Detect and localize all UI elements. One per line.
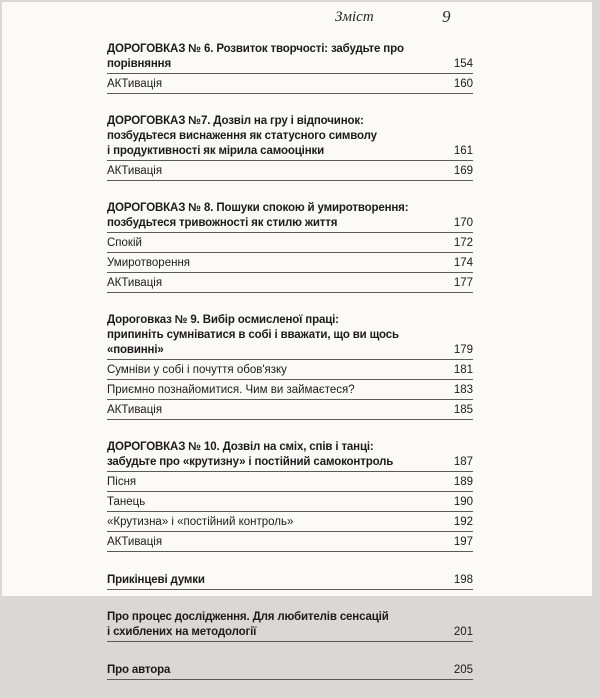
toc-entry-title-line: ДОРОГОВКАЗ № 6. Розвиток творчості: забудьте про порівняння <box>107 43 404 70</box>
toc-entry-title <box>107 363 439 378</box>
toc-chapter-entry <box>107 660 473 679</box>
toc-entry-title-line: забудьте про «крутизну» і постійний самоконтроль <box>107 456 394 468</box>
running-head-title: Зміст <box>335 9 374 25</box>
toc-subentry <box>107 252 473 272</box>
toc-entry-title <box>107 515 439 530</box>
toc-subentry <box>107 73 473 93</box>
toc-page-number: 169 <box>453 165 473 177</box>
toc-subentry <box>107 511 473 531</box>
toc-entry-title-line: «Крутизна» і «постійний контроль» <box>107 516 294 528</box>
toc-entry-title-line: ДОРОГОВКАЗ № 10. Дозвіл на сміх, спів і танці: <box>107 441 374 453</box>
toc-entry-title <box>107 313 439 358</box>
toc-subentry <box>107 160 473 180</box>
toc-entry-title <box>107 164 439 179</box>
toc-subentry <box>107 531 473 551</box>
toc-entry-title <box>107 276 439 291</box>
toc-subentry <box>107 359 473 379</box>
toc-page-number: 160 <box>453 78 473 90</box>
toc-page-number: 172 <box>453 237 473 249</box>
toc-entry-title <box>107 383 439 398</box>
toc-page-number: 197 <box>453 536 473 548</box>
toc-subentry <box>107 491 473 511</box>
toc-subentry <box>107 232 473 252</box>
toc-page-number: 181 <box>453 364 473 376</box>
toc-entry-title <box>107 256 439 271</box>
toc-page-number: 183 <box>453 384 473 396</box>
toc-page-number: 179 <box>453 344 473 356</box>
toc-entry-title <box>107 663 439 678</box>
toc-page-number: 170 <box>453 217 473 229</box>
toc-entry-title <box>107 475 439 490</box>
toc-chapter-entry <box>107 608 473 641</box>
toc-entry-title <box>107 535 439 550</box>
toc-entry-title-line: Про автора <box>107 664 171 676</box>
table-of-contents <box>107 40 473 698</box>
toc-section <box>107 199 473 293</box>
toc-entry-title <box>107 236 439 251</box>
toc-entry-title-line: і продуктивності як мірила самооцінки <box>107 145 325 157</box>
toc-page-number: 198 <box>453 574 473 586</box>
toc-entry-title <box>107 495 439 510</box>
toc-page-number: 161 <box>453 145 473 157</box>
toc-section <box>107 570 473 590</box>
toc-chapter-entry <box>107 199 473 232</box>
toc-page-number: 189 <box>453 476 473 488</box>
toc-entry-title-line: АКТивація <box>107 78 163 90</box>
toc-chapter-entry <box>107 40 473 73</box>
toc-entry-title <box>107 403 439 418</box>
book-page <box>2 2 592 676</box>
toc-page-number: 187 <box>453 456 473 468</box>
running-head <box>2 9 592 29</box>
toc-entry-title-line: Пісня <box>107 476 137 488</box>
toc-entry-title <box>107 440 439 470</box>
toc-entry-title-line: АКТивація <box>107 165 163 177</box>
toc-subentry <box>107 471 473 491</box>
toc-entry-title-line: АКТивація <box>107 536 163 548</box>
toc-section <box>107 660 473 680</box>
toc-entry-title-line: позбудьтеся тривожності як стилю життя <box>107 217 338 229</box>
toc-section <box>107 40 473 94</box>
toc-chapter-entry <box>107 570 473 589</box>
toc-entry-title <box>107 201 439 231</box>
toc-chapter-entry <box>107 438 473 471</box>
toc-entry-title-line: Танець <box>107 496 146 508</box>
toc-subentry <box>107 399 473 419</box>
toc-page-number: 201 <box>453 626 473 638</box>
toc-page-number: 185 <box>453 404 473 416</box>
toc-entry-title-line: Умиротворення <box>107 257 191 269</box>
toc-page-number: 192 <box>453 516 473 528</box>
toc-entry-title <box>107 42 439 72</box>
toc-entry-title <box>107 573 439 588</box>
toc-section <box>107 608 473 642</box>
toc-section <box>107 311 473 420</box>
toc-page-number: 205 <box>453 664 473 676</box>
toc-chapter-entry <box>107 112 473 160</box>
toc-page-number: 177 <box>453 277 473 289</box>
toc-entry-title-line: позбудьтеся виснаження як статусного символу <box>107 130 377 142</box>
toc-entry-title <box>107 77 439 92</box>
toc-entry-title-line: ДОРОГОВКАЗ № 8. Пошуки спокою й умиротворення: <box>107 202 409 214</box>
toc-entry-title-line: і схиблених на методології <box>107 626 257 638</box>
toc-entry-title <box>107 610 439 640</box>
toc-entry-title-line: Спокій <box>107 237 142 249</box>
toc-entry-title-line: АКТивація <box>107 404 163 416</box>
toc-entry-title-line: Сумніви у собі і почуття обов'язку <box>107 364 287 376</box>
toc-page-number: 174 <box>453 257 473 269</box>
toc-entry-title-line: Прикінцеві думки <box>107 574 205 586</box>
toc-page-number: 190 <box>453 496 473 508</box>
toc-entry-title <box>107 114 439 159</box>
toc-entry-title-line: Дороговказ № 9. Вибір осмисленої праці: <box>107 314 339 326</box>
toc-entry-title-line: ДОРОГОВКАЗ №7. Дозвіл на гру і відпочинок: <box>107 115 364 127</box>
toc-section <box>107 112 473 181</box>
toc-subentry <box>107 272 473 292</box>
toc-page-number: 154 <box>453 58 473 70</box>
toc-section <box>107 438 473 552</box>
running-head-page-number: 9 <box>442 7 451 26</box>
toc-subentry <box>107 379 473 399</box>
toc-entry-title-line: Про процес дослідження. Для любителів сенсацій <box>107 611 389 623</box>
toc-entry-title-line: припиніть сумніватися в собі і вважати, що ви щось «повинні» <box>107 329 399 356</box>
toc-entry-title-line: Приємно познайомитися. Чим ви займаєтеся? <box>107 384 355 396</box>
toc-chapter-entry <box>107 311 473 359</box>
toc-entry-title-line: АКТивація <box>107 277 163 289</box>
